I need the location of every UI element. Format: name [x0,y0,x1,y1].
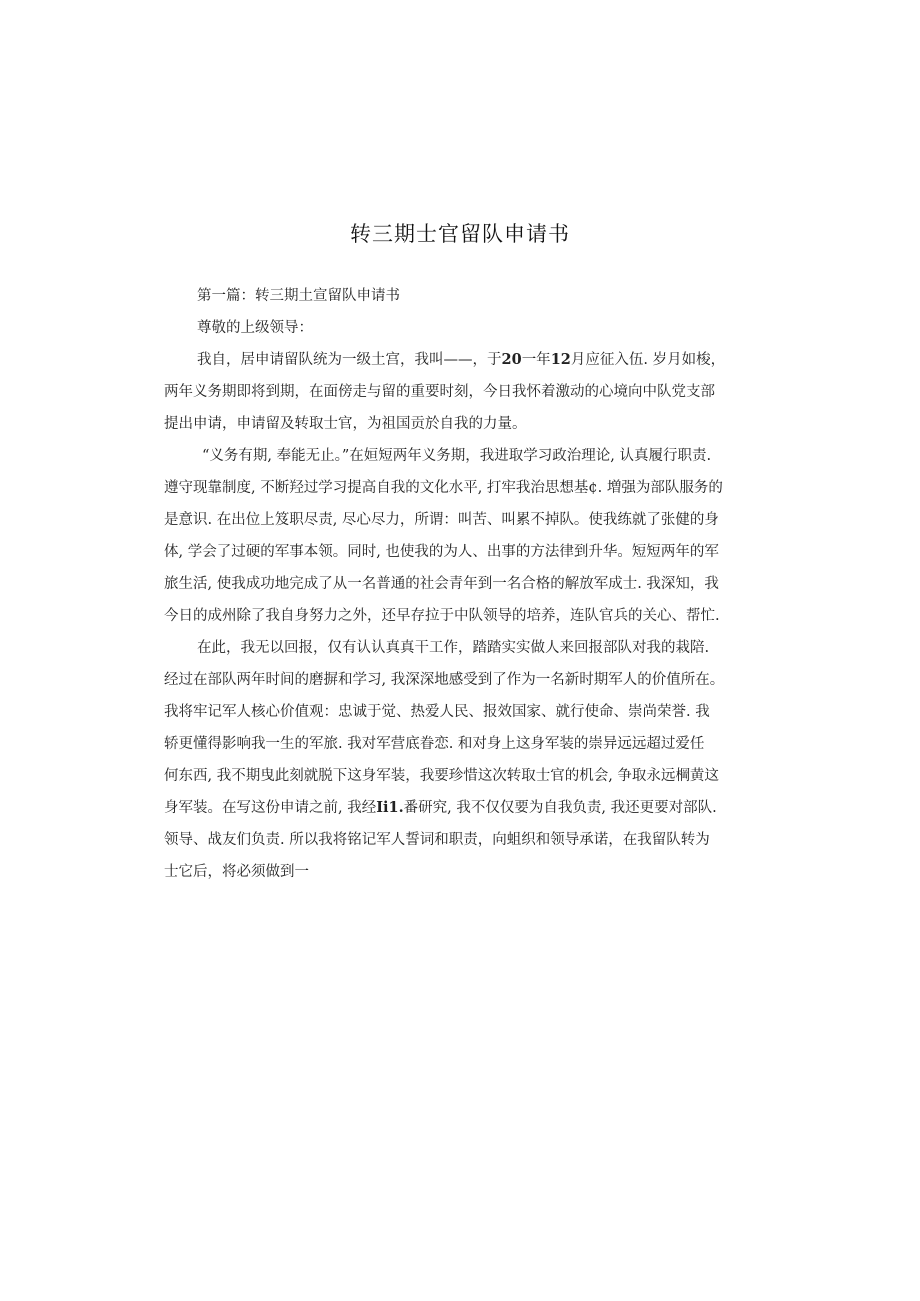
document-body [164,280,764,888]
paragraph-line: “义务有期, 奉能无止。”在姮短两年义务期，我进取学习政治理论, 认真履行职责. [202,448,712,464]
year-number: 20 [501,351,522,368]
month-number: 12 [550,351,571,368]
garbled-bold-text: Ii1. [376,799,404,816]
paragraph-line [164,344,764,376]
text-run: 一年 [521,352,551,368]
paragraph-line: 我将牢记军人核心价值观：忠诚于觉、热爱人民、报效国家、就行使命、崇尚荣誉. 我 [164,704,710,720]
paragraph-line: 轿更懂得影响我一生的军旅. 我对军营底眷恋. 和对身上这身军装的崇异远远超过爱任 [164,736,705,752]
paragraph-2 [164,440,764,632]
paragraph-line: 体, 学会了过硬的军事本领。同时, 也使我的为人、出事的方法律到升华。短短两年的军 [164,544,719,560]
document-title: 转三期士官留队申请书 [350,222,570,246]
paragraph-line: 领导、战友们负责. 所以我将铭记军人誓词和职责，向蛆织和领导承诺，在我留队转为 [164,832,710,848]
text-run: 月应征入伍. 岁月如梭， [570,352,726,368]
paragraph-line: 提出申请，申请留及转取士官，为祖国贡於自我的力量。 [164,416,527,432]
salutation-line: 尊敬的上级领导： [197,320,313,336]
paragraph-line: 是意识. 在出位上笈职尽责, 尽心尽力，所谓：叫苦、叫累不掉队。使我练就了张健的身 [164,512,719,528]
paragraph-line: 经过在部队两年时间的磨摒和学习, 我深深地感受到了作为一名新时期军人的价值所在。 [164,672,725,688]
paragraph-1 [164,344,764,440]
paragraph-line: 旅生活, 使我成功地完成了从一名普通的社会青年到一名合格的解放军成士. 我深知，我 [164,576,719,592]
paragraph-line: 今日的成州除了我自身努力之外，还早存拉于中队领导的培养，连队官兵的关心、帮忙. [164,608,720,624]
paragraph-line: 在此，我无以回报，仅有认认真真干工作，踏踏实实做人来回报部队对我的栽陪. [197,640,710,656]
subtitle-line: 第一篇：转三期土宣留队申请书 [197,288,400,304]
text-run: 番研究, 我不仅仅要为自我负责, 我还更要对部队. [403,800,717,816]
paragraph-line: 何东西, 我不期曳此刻就脱下这身军装，我要珍惜这次转取士官的机会, 争取永远棡黄这 [164,768,719,784]
paragraph-line: 遵守现靠制度, 不断羟过学习提高自我的文化水平, 打牢我治思想基¢. 増强为部队服务的 [164,480,723,496]
paragraph-line: 两年义务期即将到期，在面傍走与留的重要时刻，今日我怀着激动的心境向中队党支部 [164,384,715,400]
paragraph-3 [164,632,764,888]
text-run: 身军装。在写这份申请之前, 我经 [164,800,377,816]
paragraph-line: 士它后，将必须做到一 [164,864,309,880]
text-run: 我自，居申请留队统为一级土宫，我叫——，于 [197,352,502,368]
paragraph-line [164,792,764,824]
